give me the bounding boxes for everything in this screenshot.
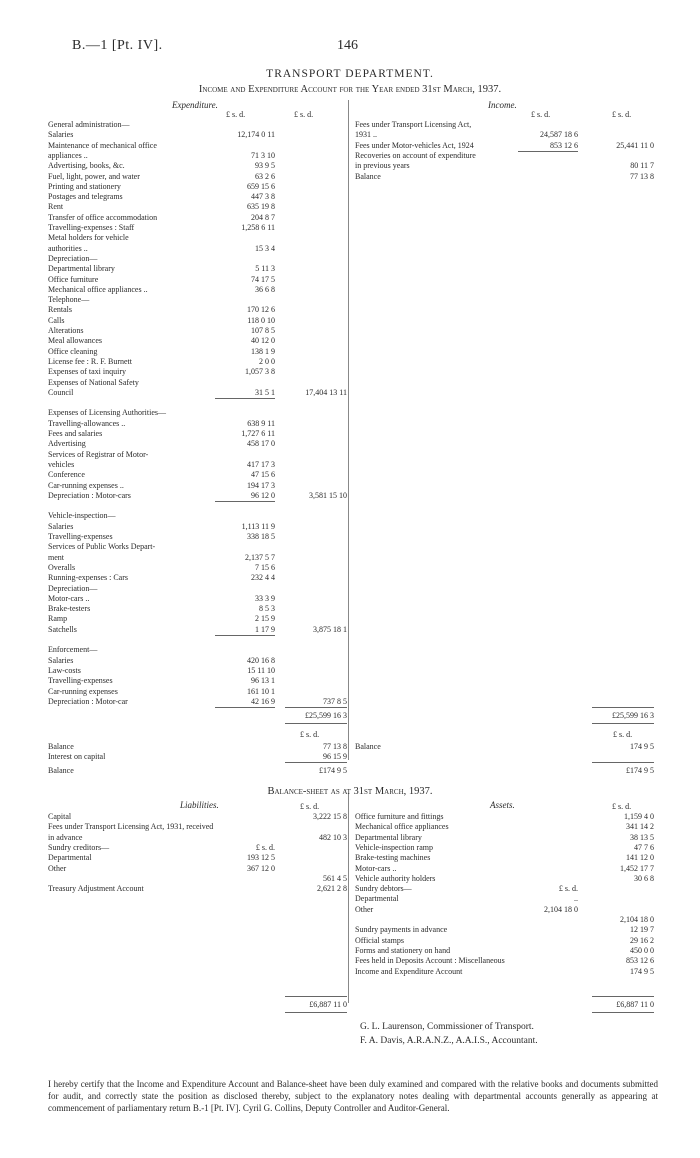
line-label: Council	[48, 387, 74, 397]
line-label: in previous years	[355, 161, 410, 171]
line-subtotal: 561 4 5	[323, 873, 347, 883]
lsd-heading: £ s. d.	[612, 802, 632, 811]
line-label: Fuel, light, power, and water	[48, 171, 140, 181]
line-amount: 7 15 6	[255, 562, 275, 572]
column-divider	[348, 793, 349, 1003]
line-subtotal: 38 13 5	[630, 832, 654, 842]
line-label: Depreciation—	[48, 583, 98, 593]
audit-certificate: I hereby certify that the Income and Expenditure Account and Balance-sheet have been duly examined and compared with the relative books and documents submitted for audit, and correctly state the position as disclosed thereby, subject to the explanatory notes dealing with departmental accounts generally as appearing at commencement of parliamentary return B.-1 [Pt. IV]. Cyril G. Collins, Deputy Controller and Auditor-General.	[48, 1079, 658, 1113]
lsd-heading: £ s. d.	[612, 110, 632, 119]
line-label: Enforcement—	[48, 645, 98, 655]
page-number: 146	[337, 38, 358, 53]
line-label: Satchells	[48, 624, 77, 634]
line-amount: 15 11 10	[247, 665, 275, 675]
report-reference: B.—1 [Pt. IV].	[72, 38, 163, 53]
line-label: Mechanical office appliances	[355, 822, 449, 832]
line-label: Fees held in Deposits Account : Miscellaneous	[355, 956, 505, 966]
line-label: Treasury Adjustment Account	[48, 884, 144, 894]
line-label: Alterations	[48, 326, 84, 335]
line-amount: 8 5 3	[259, 604, 275, 614]
line-amount: 204 8 7	[251, 212, 275, 222]
subtotal-rule	[215, 635, 275, 636]
line-label: Depreciation : Motor-cars	[48, 490, 131, 500]
line-amount: 2,137 5 7	[245, 552, 275, 562]
line-label: Fees under Transport Licensing Act, 1931, received	[48, 822, 214, 832]
subtotal-rule	[215, 501, 275, 502]
line-label: Balance	[48, 742, 74, 751]
line-subtotal: 77 13 8	[323, 742, 347, 751]
line-label: Conference	[48, 470, 85, 480]
income-total: £25,599 16 3	[612, 711, 654, 720]
line-label: Sundry payments in advance	[355, 925, 448, 935]
line-amount: 853 12 6	[550, 140, 578, 150]
line-subtotal: 12 19 7	[630, 925, 654, 935]
line-label: Expenses of Licensing Authorities—	[48, 408, 166, 418]
line-amount: 15 3 4	[255, 243, 275, 253]
line-label: Advertising, books, &c.	[48, 161, 125, 171]
line-amount: £ s. d.	[255, 842, 275, 852]
line-subtotal: 1,452 17 7	[620, 863, 654, 873]
line-subtotal: 1,159 4 0	[624, 812, 654, 821]
line-label: Salaries	[48, 521, 74, 531]
line-subtotal: 3,581 15 10	[309, 490, 347, 500]
line-label: Brake-testing machines	[355, 853, 431, 863]
line-amount: 31 5 1	[255, 387, 275, 397]
total-rule	[285, 996, 347, 997]
line-label: Telephone—	[48, 295, 90, 305]
total-rule	[285, 723, 347, 724]
line-label: Travelling-expenses	[48, 532, 113, 541]
line-subtotal: 174 9 5	[630, 966, 654, 976]
line-label: Maintenance of mechanical office	[48, 140, 157, 150]
line-label: Expenses of National Safety	[48, 377, 139, 387]
column-divider	[348, 100, 349, 760]
line-label: Departmental	[355, 894, 399, 904]
line-amount: 24,587 18 6	[540, 130, 578, 140]
line-label: Fees under Transport Licensing Act,	[355, 120, 472, 129]
line-amount: 417 17 3	[247, 459, 275, 469]
line-amount: 1,258 6 11	[241, 223, 275, 232]
line-label: Ramp	[48, 614, 68, 624]
line-amount: 74 17 5	[251, 274, 275, 284]
line-label: Metal holders for vehicle	[48, 233, 129, 243]
line-amount: 118 0 10	[247, 315, 275, 325]
subtotal-rule	[518, 151, 578, 152]
line-subtotal: 96 15 9	[323, 752, 347, 761]
line-amount: 2 0 0	[259, 356, 275, 366]
line-label: Fees and salaries	[48, 429, 103, 438]
line-label: Recoveries on account of expenditure	[355, 150, 476, 160]
line-label: Law-costs	[48, 665, 81, 675]
line-label: Office furniture	[48, 274, 99, 284]
line-amount: 1 17 9	[255, 624, 275, 634]
subtotal-rule	[215, 707, 275, 708]
line-label: Official stamps	[355, 935, 404, 945]
balance-total-right: £174 9 5	[626, 766, 654, 775]
total-rule	[592, 723, 654, 724]
line-label: Services of Public Works Depart-	[48, 542, 156, 552]
line-amount: 71 3 10	[251, 150, 275, 160]
line-amount: 93 9 5	[255, 161, 275, 171]
line-label: Interest on capital	[48, 752, 106, 761]
line-amount: 338 18 5	[247, 532, 275, 541]
line-subtotal: 47 7 6	[634, 842, 654, 852]
line-amount: 170 12 6	[247, 305, 275, 315]
line-label: Balance	[355, 742, 381, 751]
line-label: Travelling-expenses	[48, 676, 113, 686]
balance-total-left: £174 9 5	[319, 766, 347, 775]
expenditure-heading: Expenditure.	[172, 100, 218, 110]
line-label: Departmental library	[355, 832, 422, 842]
line-label: Overalls	[48, 562, 76, 572]
line-label: appliances ..	[48, 150, 88, 160]
line-amount: 5 11 3	[255, 264, 275, 274]
line-subtotal: 450 0 0	[630, 945, 654, 955]
line-subtotal: 341 14 2	[626, 822, 654, 832]
lsd-heading: £ s. d.	[613, 730, 633, 739]
line-label: Running-expenses : Cars	[48, 573, 128, 583]
line-amount: 447 3 8	[251, 192, 275, 202]
line-amount: 194 17 3	[247, 480, 275, 490]
line-label: ment	[48, 552, 64, 562]
line-amount: 458 17 0	[247, 439, 275, 449]
assets-total: £6,887 11 0	[616, 1000, 654, 1009]
line-subtotal: 77 13 8	[630, 171, 654, 181]
line-label: Travelling-allowances ..	[48, 418, 126, 428]
department-title: TRANSPORT DEPARTMENT.	[266, 68, 434, 80]
total-rule	[285, 762, 347, 763]
line-subtotal: 80 11 7	[630, 161, 654, 171]
line-amount: 638 9 11	[247, 418, 275, 428]
line-label: Car-running expenses ..	[48, 480, 124, 490]
line-amount: 420 16 8	[247, 655, 275, 665]
line-amount: £ s. d.	[558, 884, 578, 894]
line-amount: 161 10 1	[247, 686, 275, 696]
line-label: Vehicle authority holders	[355, 873, 436, 883]
line-label: Sundry debtors—	[355, 884, 412, 894]
line-label: Departmental library	[48, 264, 115, 274]
income-heading: Income.	[488, 100, 517, 110]
line-subtotal: 29 16 2	[630, 935, 654, 945]
total-rule	[592, 1012, 654, 1013]
lsd-heading: £ s. d.	[531, 110, 551, 119]
line-label: Motor-cars ..	[48, 593, 90, 603]
subtotal-rule	[215, 398, 275, 399]
total-rule	[592, 762, 654, 763]
line-label: authorities ..	[48, 243, 88, 253]
line-label: 1931 ..	[355, 130, 377, 140]
line-label: Salaries	[48, 655, 74, 665]
line-label: Other	[355, 904, 374, 914]
line-label: Motor-cars ..	[355, 863, 397, 873]
line-amount: 232 4 4	[251, 573, 275, 583]
line-label: Other	[48, 863, 67, 873]
line-amount: 2,104 18 0	[544, 904, 578, 914]
line-label: Meal allowances	[48, 336, 102, 346]
line-label: Mechanical office appliances ..	[48, 284, 148, 294]
balance-sheet-title: Balance-sheet as at 31st March, 1937.	[267, 786, 433, 797]
line-label: Services of Registrar of Motor-	[48, 449, 149, 459]
line-subtotal: 30 6 8	[634, 873, 654, 883]
line-subtotal: 853 12 6	[626, 956, 654, 966]
line-label: Departmental	[48, 853, 92, 863]
line-amount: 659 15 6	[247, 181, 275, 191]
lsd-heading: £ s. d.	[300, 802, 320, 811]
line-label: Sundry creditors—	[48, 842, 110, 852]
line-label: Fees under Motor-vehicles Act, 1924	[355, 140, 474, 150]
line-label: in advance	[48, 832, 83, 842]
line-subtotal: 3,222 15 8	[313, 812, 347, 821]
line-label: Car-running expenses	[48, 686, 118, 696]
line-label: Postages and telegrams	[48, 192, 123, 202]
line-subtotal: 737 8 5	[323, 696, 347, 706]
lsd-heading: £ s. d.	[226, 110, 246, 119]
line-label: vehicles	[48, 459, 75, 469]
line-amount: 2 15 9	[255, 614, 275, 624]
line-amount: 193 12 5	[247, 853, 275, 863]
line-subtotal: 25,441 11 0	[616, 140, 654, 150]
commissioner-signature: G. L. Laurenson, Commissioner of Transport.	[360, 1022, 534, 1032]
lsd-heading: £ s. d.	[300, 730, 320, 739]
line-label: Balance	[355, 171, 381, 181]
total-rule	[592, 996, 654, 997]
assets-heading: Assets.	[490, 800, 515, 810]
line-amount: ..	[574, 894, 578, 904]
total-rule	[285, 707, 347, 708]
account-title: Income and Expenditure Account for the Year ended 31st March, 1937.	[198, 84, 502, 95]
line-amount: 107 8 5	[251, 326, 275, 335]
liabilities-total: £6,887 11 0	[309, 1000, 347, 1009]
line-subtotal: 174 9 5	[630, 742, 654, 751]
line-label: General administration—	[48, 120, 130, 129]
line-label: Calls	[48, 315, 65, 325]
line-label: Vehicle-inspection—	[48, 511, 116, 521]
line-amount: 36 6 8	[255, 284, 275, 294]
line-subtotal: 2,621 2 8	[317, 884, 347, 894]
liabilities-heading: Liabilities.	[180, 800, 219, 810]
line-amount: 40 12 0	[251, 336, 275, 346]
line-amount: 96 13 1	[251, 676, 275, 686]
line-label: Vehicle-inspection ramp	[355, 842, 433, 852]
line-amount: 1,113 11 9	[241, 521, 275, 531]
line-amount: 138 1 9	[251, 346, 275, 356]
line-label: Expenses of taxi inquiry	[48, 367, 126, 377]
line-amount: 63 2 6	[255, 171, 275, 181]
line-label: Transfer of office accommodation	[48, 212, 158, 222]
line-amount: 47 15 6	[251, 470, 275, 480]
line-label: Advertising	[48, 439, 86, 449]
balance-label: Balance	[48, 766, 74, 775]
line-label: Depreciation : Motor-car	[48, 696, 128, 706]
line-subtotal: 141 12 0	[626, 853, 654, 863]
line-label: Travelling-expenses : Staff	[48, 223, 135, 232]
line-subtotal: 482 10 3	[319, 832, 347, 842]
line-subtotal: 3,875 18 1	[313, 624, 347, 634]
line-label: Printing and stationery	[48, 181, 121, 191]
line-label: Office cleaning	[48, 346, 98, 356]
expenditure-total: £25,599 16 3	[305, 711, 347, 720]
line-label: Salaries	[48, 130, 74, 140]
line-label: Capital	[48, 812, 72, 821]
line-label: Brake-testers	[48, 604, 91, 614]
lsd-heading: £ s. d.	[294, 110, 314, 119]
line-amount: 96 12 0	[251, 490, 275, 500]
line-label: Rent	[48, 202, 64, 212]
line-amount: 367 12 0	[247, 863, 275, 873]
line-amount: 1,057 3 8	[245, 367, 275, 377]
line-label: Office furniture and fittings	[355, 812, 444, 821]
total-rule	[592, 707, 654, 708]
line-amount: 12,174 0 11	[237, 130, 275, 140]
line-amount: 42 16 9	[251, 696, 275, 706]
line-label: Rentals	[48, 305, 72, 315]
line-amount: 1,727 6 11	[241, 429, 275, 438]
line-amount: 33 3 9	[255, 593, 275, 603]
line-label: Income and Expenditure Account	[355, 966, 463, 976]
line-subtotal: 17,404 13 11	[305, 387, 347, 397]
line-amount: 635 19 8	[247, 202, 275, 212]
accountant-signature: F. A. Davis, A.R.A.N.Z., A.A.I.S., Accountant.	[360, 1036, 538, 1046]
total-rule	[285, 1012, 347, 1013]
line-label: License fee : R. F. Burnett	[48, 356, 133, 366]
line-label: Depreciation—	[48, 253, 98, 263]
line-label: Forms and stationery on hand	[355, 945, 451, 955]
line-subtotal: 2,104 18 0	[620, 915, 654, 924]
